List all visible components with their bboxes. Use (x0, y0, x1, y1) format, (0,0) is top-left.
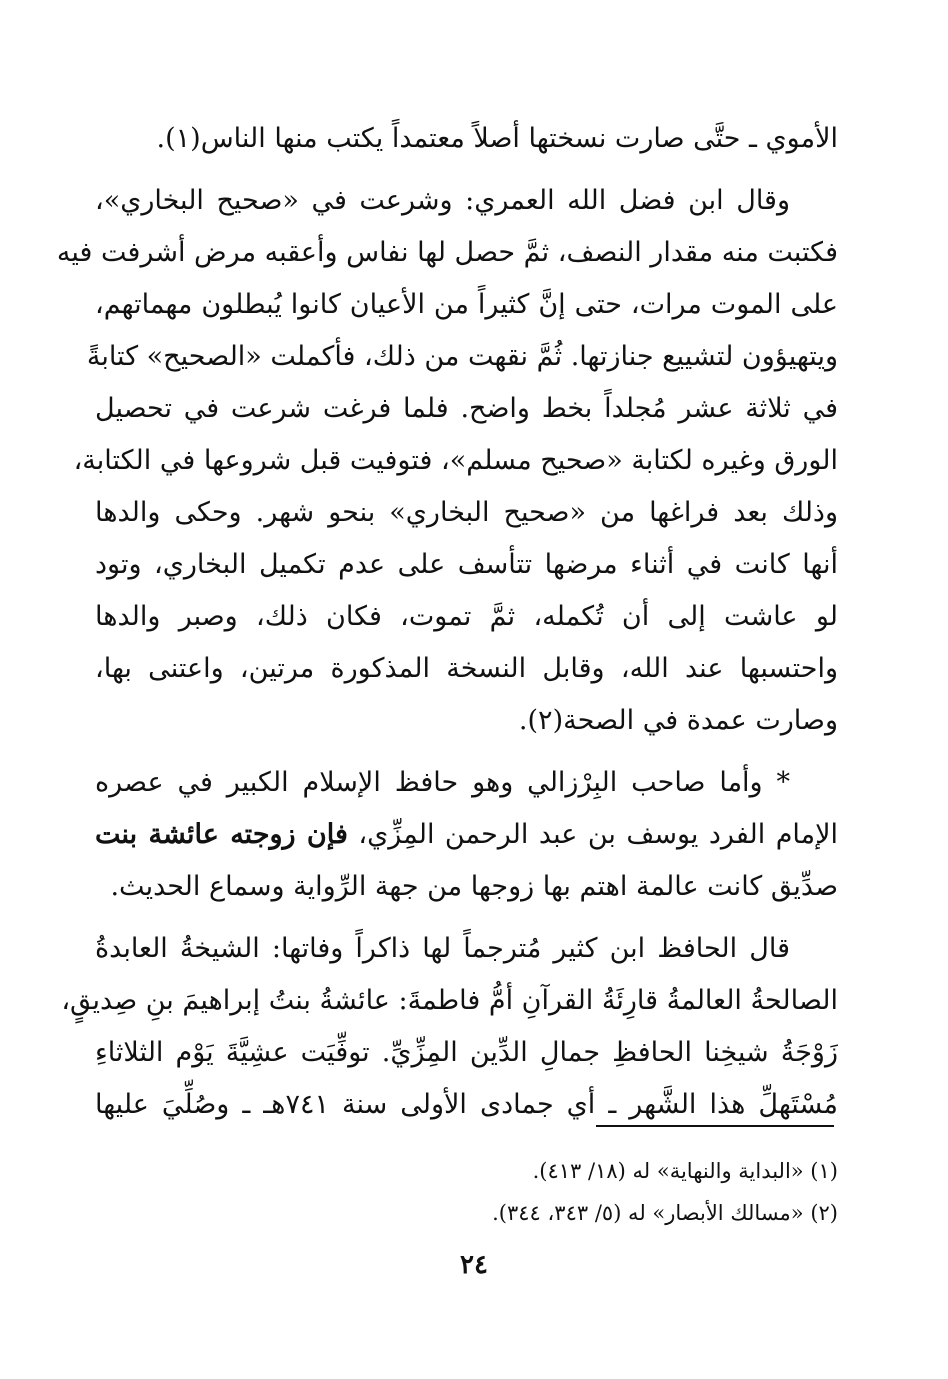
text-line: في ثلاثة عشر مُجلداً بخط واضح. فلما فرغت شرعت في تحصيل (95, 393, 838, 424)
text-line (95, 809, 838, 861)
text-line: لو عاشت إلى أن تُكمله، ثمَّ تموت، فكان ذلك، وصبر والدها (95, 601, 838, 632)
text-line: الورق وغيره لكتابة «صحيح مسلم»، فتوفيت قبل شروعها في الكتابة، (73, 445, 838, 476)
paragraph-al-mizzi (95, 757, 838, 913)
text-line: فكتبت منه مقدار النصف، ثمَّ حصل لها نفاس وأعقبه مرض أشرفت فيه (56, 237, 838, 268)
paragraph-ibn-kathir (61, 923, 838, 1131)
text-line: وذلك بعد فراغها من «صحيح البخاري» بنحو شهر. وحكى والدها (95, 497, 838, 528)
paragraph-continuation (95, 113, 838, 165)
text-line: * وأما صاحب البِرْزالي وهو حافظ الإسلام الكبير في عصره (95, 767, 790, 798)
body-text (56, 113, 838, 1131)
text-line: وصارت عمدة في الصحة(٢). (518, 705, 838, 736)
text-segment: الإمام الفرد يوسف بن عبد الرحمن المِزِّي، (358, 819, 838, 850)
bold-text-segment: فإن زوجته عائشة بنت (95, 819, 348, 850)
text-line: ويتهيؤون لتشييع جنازتها. ثُمَّ نقهت من ذلك، فأكملت «الصحيح» كتابةً (86, 341, 838, 372)
text-line: على الموت مرات، حتى إنَّ كثيراً من الأعيان كانوا يُبطلون مهماتهم، (95, 289, 838, 320)
text-line: واحتسبها عند الله، وقابل النسخة المذكورة مرتين، واعتنى بها، (95, 653, 838, 684)
text-line: الأموي ـ حتَّى صارت نسختها أصلاً معتمداً يكتب منها الناس(١). (156, 123, 838, 154)
text-line: وقال ابن فضل الله العمري: وشرعت في «صحيح البخاري»، (95, 185, 790, 216)
text-line: قال الحافظ ابن كثير مُترجماً لها ذاكراً وفاتها: الشيخةُ العابدةُ (95, 933, 790, 964)
text-line: زَوْجَةُ شيخِنا الحافظِ جمالِ الدِّين المِزِّيِّ. توفِّيَت عشِيَّةَ يَوْم الثلاثاءِ (95, 1037, 838, 1068)
footnote-separator (596, 1125, 834, 1127)
footnotes (95, 1150, 838, 1234)
footnote-2: (٢) «مسالك الأبصار» له (٥/ ٣٤٣، ٣٤٤). (492, 1201, 838, 1225)
page-number: ٢٤ (460, 1250, 488, 1280)
text-line: صدِّيق كانت عالمة اهتم بها زوجها من جهة الرِّواية وسماع الحديث. (110, 871, 838, 902)
text-line: الصالحةُ العالمةُ قارِئَةُ القرآنِ أمُّ فاطمةَ: عائشةُ بنتُ إبراهيمَ بنِ صِديقٍ، (61, 985, 838, 1016)
footnote-1: (١) «البداية والنهاية» له (١٨/ ٤١٣). (532, 1159, 838, 1183)
paragraph-ibn-fadl-allah (56, 175, 838, 747)
text-line: أنها كانت في أثناء مرضها تتأسف على عدم تكميل البخاري، وتود (95, 549, 838, 580)
text-line: مُسْتَهلِّ هذا الشَّهر ـ أي جمادى الأولى سنة ٧٤١هـ ـ وصُلِّيَ عليها (95, 1089, 838, 1120)
